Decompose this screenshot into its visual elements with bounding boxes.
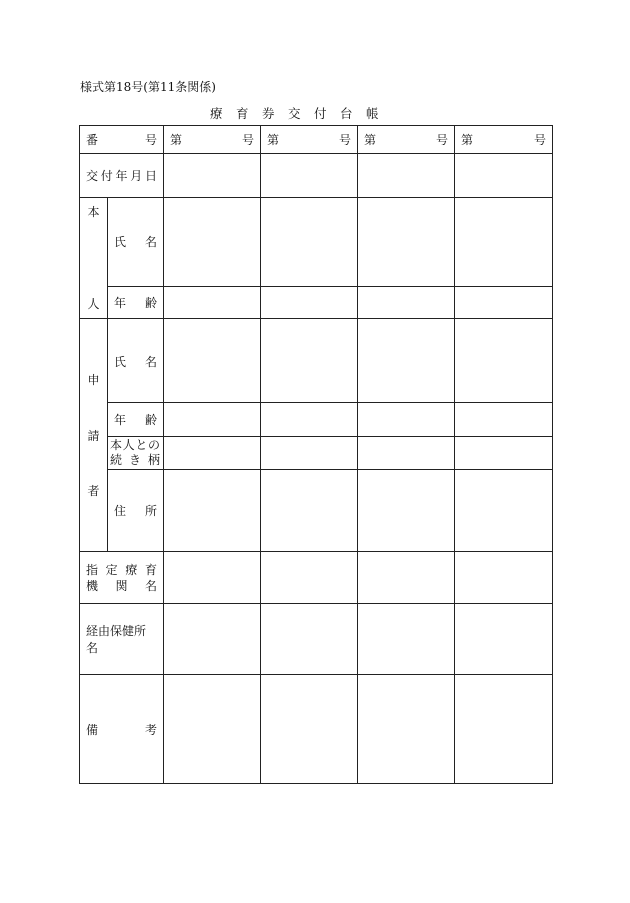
header-go-label: 号	[241, 133, 254, 147]
honnin-name-row	[80, 198, 553, 287]
shinseisha-name-value-cell[interactable]	[455, 319, 553, 403]
shinseisha-relation-row	[80, 436, 553, 469]
biko-value-cell[interactable]	[455, 675, 553, 784]
kofu-date-char: 付	[100, 169, 113, 183]
keiyu-value-cell[interactable]	[164, 604, 261, 675]
kofu-date-value-cell[interactable]	[261, 154, 358, 198]
kofu-date-char: 日	[144, 169, 157, 183]
shitei-value-cell[interactable]	[455, 552, 553, 604]
address-char: 住	[114, 503, 127, 518]
honnin-age-value-cell[interactable]	[455, 286, 553, 318]
header-dai-go-cell-2	[261, 126, 358, 154]
shitei-label-cell	[80, 552, 164, 604]
honnin-name-char: 氏	[114, 235, 127, 250]
shinseisha-name-value-cell[interactable]	[358, 319, 455, 403]
keiyu-value-cell[interactable]	[455, 604, 553, 675]
shitei-char: 定	[105, 562, 118, 577]
shitei-value-cell[interactable]	[164, 552, 261, 604]
shinseisha-name-char: 名	[144, 355, 157, 369]
header-dai-go-cell-1	[164, 126, 261, 154]
shinseisha-address-label-cell	[108, 469, 164, 551]
shitei-char: 名	[144, 578, 157, 593]
shinseisha-address-value-cell[interactable]	[358, 469, 455, 551]
shinseisha-relation-value-cell[interactable]	[164, 436, 261, 469]
honnin-name-label-cell	[108, 198, 164, 287]
honnin-group-cell	[80, 198, 108, 319]
shinseisha-name-row	[80, 319, 553, 403]
honnin-name-value-cell[interactable]	[164, 198, 261, 287]
shinseisha-name-value-cell[interactable]	[261, 319, 358, 403]
honnin-name-char: 名	[144, 235, 157, 250]
shinseisha-relation-value-cell[interactable]	[261, 436, 358, 469]
shinseisha-address-value-cell[interactable]	[164, 469, 261, 551]
kofu-date-row	[80, 154, 553, 198]
header-go-label: 号	[533, 133, 546, 147]
kofu-date-char: 年	[115, 169, 128, 183]
shinseisha-age-char: 年	[114, 412, 127, 427]
keiyu-value-cell[interactable]	[261, 604, 358, 675]
header-go-label: 号	[435, 133, 448, 147]
kofu-date-value-cell[interactable]	[358, 154, 455, 198]
shinseisha-age-value-cell[interactable]	[164, 403, 261, 436]
keiyu-row	[80, 604, 553, 675]
header-dai-label: 第	[461, 133, 474, 147]
shinseisha-age-value-cell[interactable]	[455, 403, 553, 436]
relation-char: と	[135, 437, 148, 452]
keiyu-value-cell[interactable]	[358, 604, 455, 675]
honnin-name-value-cell[interactable]	[455, 198, 553, 287]
honnin-age-value-cell[interactable]	[164, 286, 261, 318]
header-row	[80, 126, 553, 154]
keiyu-label-cell	[80, 604, 164, 675]
shinseisha-group-char: 請	[87, 428, 100, 443]
shitei-value-cell[interactable]	[261, 552, 358, 604]
keiyu-label: 経由保健所名	[86, 624, 147, 655]
shitei-value-cell[interactable]	[358, 552, 455, 604]
biko-label-cell	[80, 675, 164, 784]
header-bango-cell	[80, 126, 164, 154]
header-dai-go-cell-4	[455, 126, 553, 154]
shinseisha-age-row	[80, 403, 553, 436]
shinseisha-age-value-cell[interactable]	[261, 403, 358, 436]
shitei-char: 育	[144, 562, 157, 577]
header-bango-char-1: 番	[86, 133, 99, 147]
biko-value-cell[interactable]	[358, 675, 455, 784]
shitei-char: 療	[125, 562, 138, 577]
shinseisha-address-row	[80, 469, 553, 551]
honnin-group-char: 本	[87, 205, 100, 219]
shitei-char: 関	[115, 578, 128, 593]
shinseisha-group-char: 者	[87, 484, 100, 498]
biko-value-cell[interactable]	[164, 675, 261, 784]
shinseisha-relation-label-cell	[108, 436, 164, 469]
header-dai-label: 第	[364, 133, 377, 147]
honnin-age-value-cell[interactable]	[261, 286, 358, 318]
relation-char: 本	[110, 437, 123, 452]
biko-row	[80, 675, 553, 784]
shitei-row	[80, 552, 553, 604]
kofu-date-value-cell[interactable]	[455, 154, 553, 198]
honnin-name-value-cell[interactable]	[261, 198, 358, 287]
address-char: 所	[144, 503, 157, 518]
honnin-name-value-cell[interactable]	[358, 198, 455, 287]
shinseisha-age-label-cell	[108, 403, 164, 436]
honnin-age-char: 齢	[144, 295, 157, 310]
header-bango-char-2: 号	[144, 133, 157, 147]
document-title: 療育券交付台帳	[210, 106, 393, 121]
relation-char: 続	[110, 452, 123, 467]
honnin-group-char: 人	[87, 297, 100, 311]
biko-char: 備	[86, 722, 99, 737]
shinseisha-age-value-cell[interactable]	[358, 403, 455, 436]
shitei-char: 機	[86, 578, 99, 593]
header-dai-go-cell-3	[358, 126, 455, 154]
shinseisha-group-cell	[80, 319, 108, 552]
ledger-table	[79, 125, 553, 784]
header-dai-label: 第	[170, 133, 183, 147]
header-dai-label: 第	[267, 133, 280, 147]
shinseisha-age-char: 齢	[144, 412, 157, 427]
relation-char: の	[147, 437, 160, 452]
shinseisha-address-value-cell[interactable]	[261, 469, 358, 551]
form-number: 様式第18号(第11条関係)	[80, 80, 216, 94]
shinseisha-relation-value-cell[interactable]	[455, 436, 553, 469]
honnin-age-value-cell[interactable]	[358, 286, 455, 318]
relation-char: き	[128, 452, 141, 467]
kofu-date-label-cell	[80, 154, 164, 198]
relation-char: 人	[122, 437, 135, 452]
shinseisha-name-label-cell	[108, 319, 164, 403]
kofu-date-char: 交	[86, 169, 99, 183]
honnin-age-label-cell	[108, 286, 164, 318]
header-go-label: 号	[338, 133, 351, 147]
biko-value-cell[interactable]	[261, 675, 358, 784]
kofu-date-value-cell[interactable]	[164, 154, 261, 198]
shitei-char: 指	[86, 562, 99, 577]
shinseisha-name-char: 氏	[114, 355, 127, 369]
shinseisha-address-value-cell[interactable]	[455, 469, 553, 551]
shinseisha-relation-value-cell[interactable]	[358, 436, 455, 469]
shinseisha-name-value-cell[interactable]	[164, 319, 261, 403]
honnin-age-char: 年	[114, 295, 127, 310]
shinseisha-group-char: 申	[87, 373, 100, 387]
honnin-age-row	[80, 286, 553, 318]
relation-char: 柄	[147, 452, 160, 467]
biko-char: 考	[144, 722, 157, 737]
kofu-date-char: 月	[130, 169, 143, 183]
